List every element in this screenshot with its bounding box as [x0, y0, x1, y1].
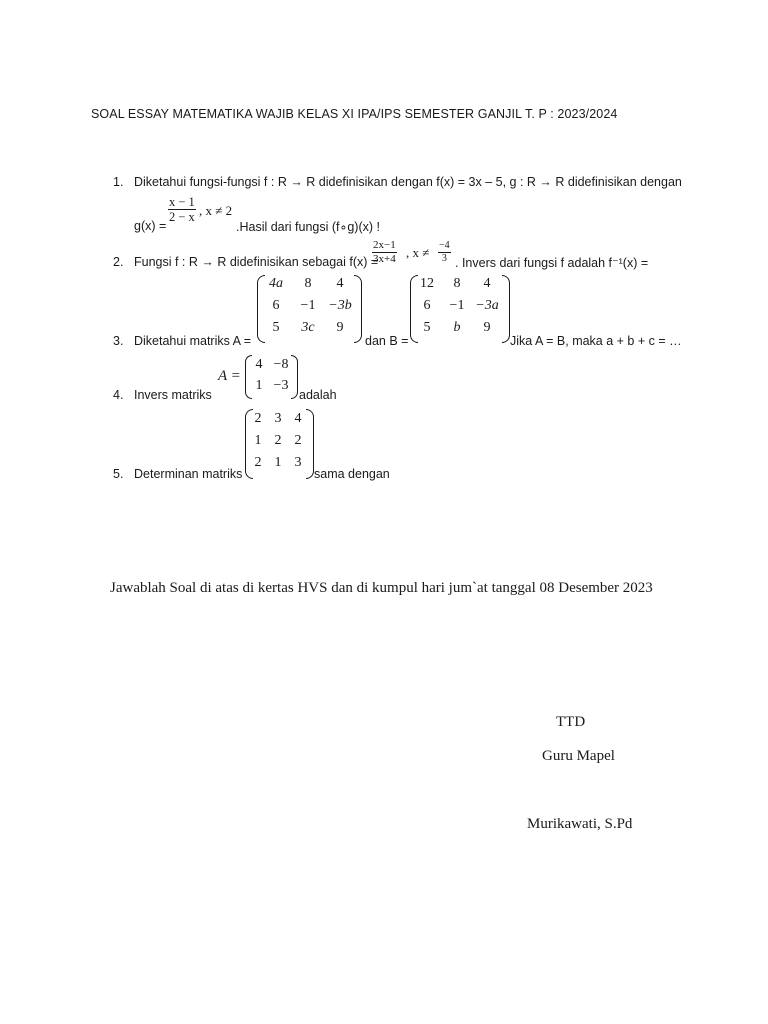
matrix-4-cell-r2c1: 1 [255, 378, 263, 393]
question-2-cond-fraction [438, 240, 451, 264]
question-4-text: Invers matriks [134, 388, 212, 402]
matrix-b-cell-r3c2: b [453, 320, 461, 335]
matrix-a-cell-r1c3: 4 [336, 276, 344, 291]
matrix-a-cell-r1c1: 4a [269, 276, 283, 291]
question-3-middle: dan B = [365, 334, 409, 348]
matrix-b-cell-r2c2: −1 [449, 298, 465, 313]
matrix-b-cell-r2c3: −3a [475, 298, 499, 313]
question-1-g-condition: , x ≠ 2 [199, 203, 233, 218]
question-2-number: 2. [113, 255, 124, 269]
document-title: SOAL ESSAY MATEMATIKA WAJIB KELAS XI IPA/IPS SEMESTER GANJIL T. P : 2023/2024 [91, 107, 618, 121]
question-2-suffix: . Invers dari fungsi f adalah f⁻¹(x) = [455, 256, 649, 270]
matrix-4-right-paren [291, 355, 298, 399]
matrix-b-cell-r3c3: 9 [483, 320, 491, 335]
matrix-b-cell-r2c1: 6 [423, 298, 431, 313]
question-2-condition: , x ≠ [406, 245, 430, 260]
matrix-5-cell-r2c2: 2 [274, 433, 282, 448]
signature-role: Guru Mapel [542, 748, 615, 764]
fraction-numerator: 2x−1 [373, 239, 396, 251]
signature-ttd: TTD [556, 714, 586, 730]
matrix-a-cell-r3c2: 3c [301, 320, 315, 335]
question-4-suffix: adalah [299, 388, 337, 402]
matrix-a-cell-r2c3: −3b [328, 298, 352, 313]
matrix-4-cell-r1c1: 4 [255, 357, 263, 372]
fraction-denominator: 2 − x [169, 210, 195, 225]
matrix-5-cell-r3c3: 3 [294, 455, 302, 470]
question-3-suffix: Jika A = B, maka a + b + c = … [510, 334, 682, 348]
question-5-suffix: sama dengan [314, 467, 390, 481]
question-5-number: 5. [113, 467, 124, 481]
question-3-text: Diketahui matriks A = [134, 334, 252, 348]
fraction-denominator: 3 [441, 252, 447, 264]
question-5-text: Determinan matriks [134, 467, 243, 481]
question-2-f-fraction [372, 239, 397, 265]
question-1-text: Diketahui fungsi-fungsi f : R → R didefinisikan dengan f(x) = 3x – 5, g : R → R didefinisikan dengan [134, 175, 682, 189]
question-1-number: 1. [113, 175, 124, 189]
fraction-numerator: −4 [439, 240, 450, 251]
matrix-a-cell-r2c1: 6 [272, 298, 280, 313]
question-1-g-fraction [168, 195, 196, 225]
matrix-4-cell-r2c2: −3 [273, 378, 289, 393]
matrix-b-cell-r1c1: 12 [420, 276, 434, 291]
question-4-matrix-label: A = [218, 368, 241, 384]
question-2-text: Fungsi f : R → R didefinisikan sebagai f(x) = [134, 255, 379, 269]
matrix-5-cell-r3c1: 2 [254, 455, 262, 470]
matrix-5-cell-r2c1: 1 [254, 433, 262, 448]
fraction-denominator: 3x+4 [373, 252, 396, 265]
instruction-text: Jawablah Soal di atas di kertas HVS dan di kumpul hari jum`at tanggal 08 Desember 2023 [110, 580, 653, 596]
matrix-b-right-paren [502, 275, 510, 343]
matrix-5-cell-r1c3: 4 [294, 411, 302, 426]
matrix-5-cell-r1c2: 3 [274, 411, 282, 426]
question-3-number: 3. [113, 334, 124, 348]
matrix-5-cell-r1c1: 2 [254, 411, 262, 426]
matrix-a-cell-r3c3: 9 [336, 320, 344, 335]
matrix-4-cell-r1c2: −8 [273, 357, 289, 372]
matrix-b-cell-r1c3: 4 [483, 276, 491, 291]
matrix-b-cell-r3c1: 5 [423, 320, 431, 335]
matrix-5-cell-r2c3: 2 [294, 433, 302, 448]
matrix-a-cell-r1c2: 8 [304, 276, 312, 291]
question-1-g-prefix: g(x) = [134, 219, 167, 233]
signature-name: Murikawati, S.Pd [527, 816, 633, 832]
matrix-a-cell-r3c1: 5 [272, 320, 280, 335]
fraction-numerator: x − 1 [169, 195, 195, 209]
question-1-suffix: .Hasil dari fungsi (f∘g)(x) ! [236, 220, 380, 234]
matrix-a-cell-r2c2: −1 [300, 298, 316, 313]
matrix-5-cell-r3c2: 1 [274, 455, 282, 470]
question-4-number: 4. [113, 388, 124, 402]
matrix-b-cell-r1c2: 8 [453, 276, 461, 291]
